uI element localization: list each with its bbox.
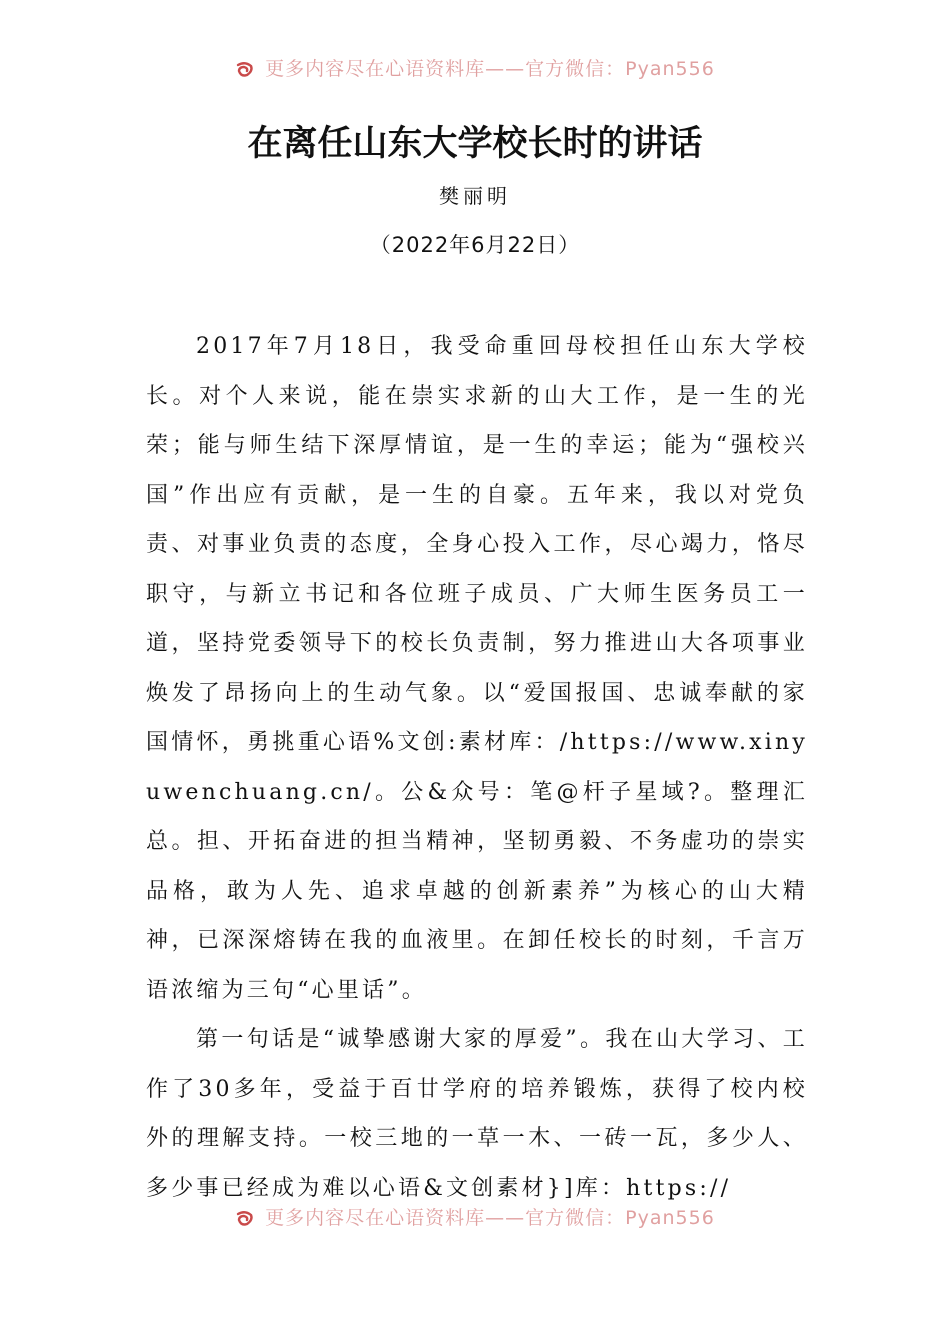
document-author: 樊丽明 bbox=[439, 184, 511, 208]
paragraph: 第一句话是“诚挚感谢大家的厚爱”。我在山大学习、工作了30多年，受益于百廿学府的培养锻炼，获得了校内校外的理解支持。一校三地的一草一木、一砖一瓦，多少人、多少事已经成为难以心语&文创素材}]库：https:// bbox=[146, 1027, 808, 1201]
watermark-text: 更多内容尽在心语资料库——官方微信：Pyan556 bbox=[265, 1207, 715, 1229]
document-date: （2022年6月22日） bbox=[369, 233, 581, 257]
document-title: 在离任山东大学校长时的讲话 bbox=[247, 124, 703, 164]
watermark-footer bbox=[0, 1205, 950, 1231]
watermark-text: 更多内容尽在心语资料库——官方微信：Pyan556 bbox=[265, 58, 715, 80]
paragraph: 2017年7月18日，我受命重回母校担任山东大学校长。对个人来说，能在崇实求新的山大工作，是一生的光荣；能与师生结下深厚情谊，是一生的幸运；能为“强校兴国”作出应有贡献，是一生的自豪。五年来，我以对党负责、对事业负责的态度，全身心投入工作，尽心竭力，恪尽职守，与新立书记和各位班子成员、广大师生医务员工一道，坚持党委领导下的校长负责制，努力推进山大各项事业焕发了昂扬向上的生动气象。以“爱国报国、忠诚奉献的家国情怀，勇挑重心语%文创:素材库：/https://www.xinyuwenchuang.cn/。公&众号：笔@杆子星域?。整理汇总。担、开拓奋进的担当精神，坚韧勇毅、不务虚功的崇实品格，敢为人先、追求卓越的创新素养”为核心的山大精神，已深深熔铸在我的血液里。在卸任校长的时刻，千言万语浓缩为三句“心里话”。 bbox=[146, 334, 808, 1003]
document-body bbox=[146, 322, 808, 1213]
watermark-header bbox=[0, 56, 950, 82]
swirl-logo-icon bbox=[235, 59, 255, 79]
swirl-logo-icon bbox=[235, 1208, 255, 1228]
